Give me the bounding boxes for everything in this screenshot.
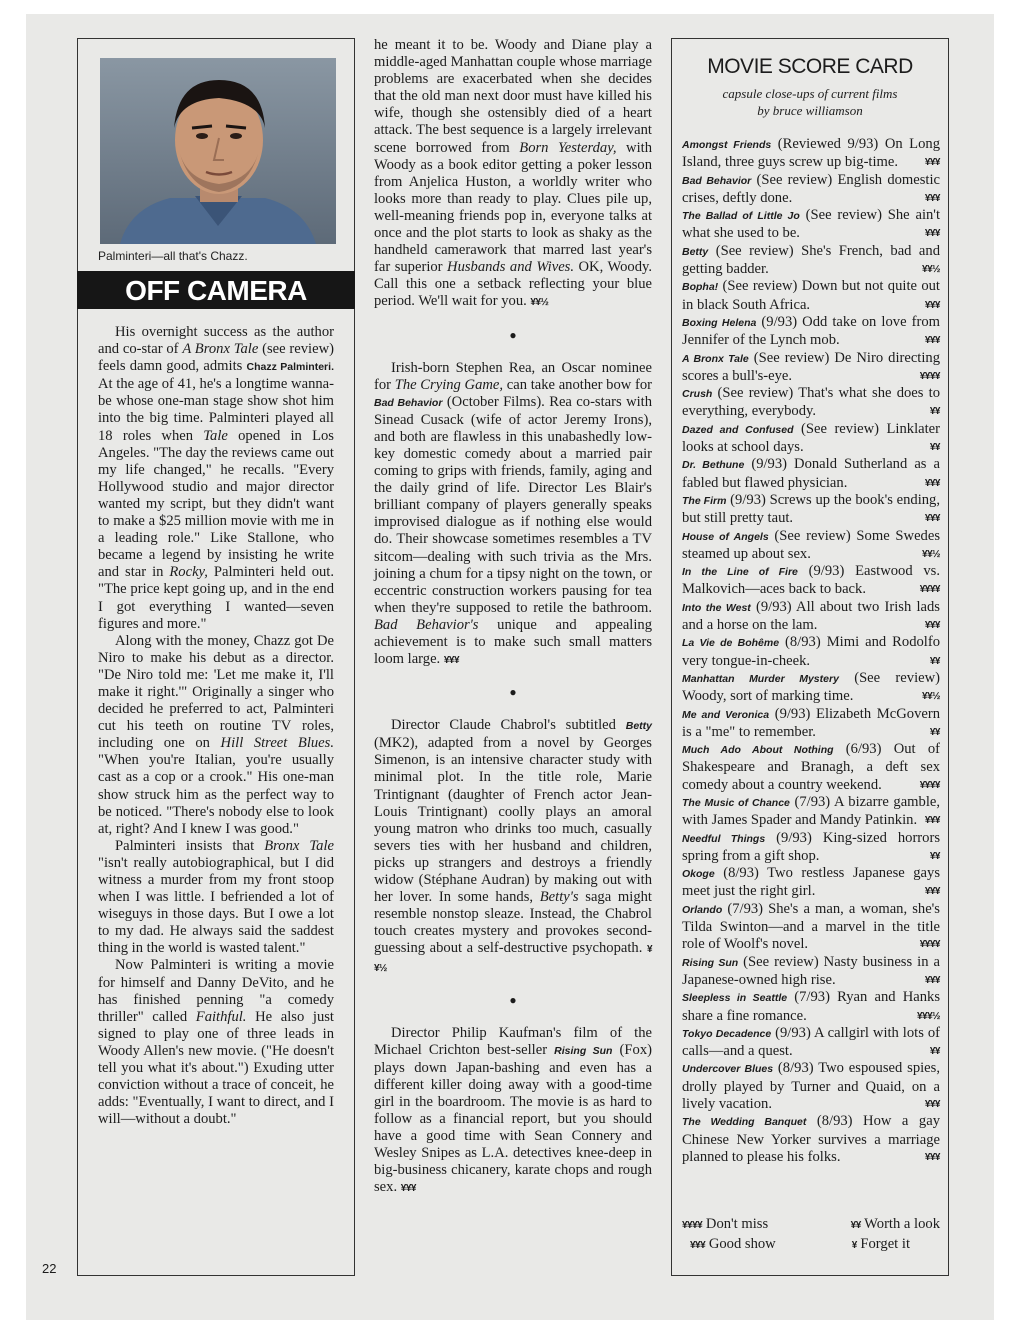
article-paragraph: Now Palminteri is writing a movie for himself and Danny DeVito, and he has finished penning "a comedy thriller" called Faithful. He also just signed to play one of three leads in Woody Allen's new movie. ("He doesn't tell you what it's about.") Exuding utter conviction without a trace of conceit, he adds: "Eventually, I want to direct, and I will—without a doubt.": [98, 957, 334, 1128]
score-card-byline: by bruce williamson: [757, 103, 863, 118]
film-title: Boxing Helena: [682, 316, 757, 329]
film-blurb: (9/93) Elizabeth McGovern is a "me" to remember.: [682, 705, 940, 740]
score-card-entry: [682, 1060, 940, 1113]
film-blurb: (8/93) Two restless Japanese gays meet just the right girl.: [682, 865, 940, 900]
film-title: Dr. Bethune: [682, 459, 745, 472]
rating-legend: [682, 1215, 940, 1255]
film-blurb: (See review) She ain't what she used to be.: [682, 207, 940, 242]
off-camera-header: OFF CAMERA: [77, 271, 355, 309]
rating-symbol: ¥¥¥: [400, 1183, 416, 1195]
film-blurb: (8/93) Two espoused spies, drolly played by Turner and Quaid, on a lively vacation.: [682, 1060, 940, 1113]
film-title: Sleepless in Seattle: [682, 992, 788, 1005]
film-title: La Vie de Bohême: [682, 637, 780, 650]
rating-symbol: ¥¥½: [922, 264, 940, 276]
rating-symbol: ¥¥¥: [924, 192, 940, 204]
film-title: Okoge: [682, 868, 715, 881]
film-blurb: (9/93) All about two Irish lads and a horse on the lam.: [682, 598, 940, 634]
page-left-margin: [0, 0, 26, 1320]
portrait-illustration: [100, 58, 336, 244]
page-right-margin: [994, 0, 1020, 1320]
score-card-subtitle-line: capsule close-ups of current films: [722, 86, 898, 101]
film-blurb: (7/93) Ryan and Hanks share a fine romance.: [682, 989, 940, 1024]
film-title: Amongst Friends: [682, 139, 772, 151]
film-blurb: (7/93) She's a man, a woman, she's Tilda Swinton—and a marvel in the title role of Woolf's novel.: [682, 900, 940, 953]
rating-symbol: ¥¥¥¥: [919, 779, 940, 791]
rating-symbol: ¥¥½: [530, 297, 549, 309]
portrait-photo: [100, 58, 336, 244]
rating-symbol: ¥¥½: [374, 944, 652, 974]
score-card-entry: [682, 350, 940, 386]
page-number: 22: [42, 1261, 57, 1276]
score-card-entry: [682, 989, 940, 1025]
score-card-entry: [682, 670, 940, 706]
score-card-entry: [682, 314, 940, 350]
rating-symbol: ¥¥: [929, 655, 940, 667]
film-title: Betty: [682, 245, 709, 258]
rating-symbol: ¥¥¥: [924, 513, 940, 525]
page-top-margin: [0, 0, 1020, 14]
film-blurb: (See review) Some Swedes steamed up about sex.: [682, 527, 941, 562]
rating-symbol: ¥¥¥: [924, 228, 940, 240]
review-bad-behavior: Irish-born Stephen Rea, an Oscar nominee for The Crying Game, can take another bow for Bad Behavior (October Films). Rea co-stars with Sinead Cusack (wife of actor Jeremy Irons), and both are flawless in this unabashedly low-key domestic comedy about a married pair coming to grips with friends, family, aging and the daily grind of life. Director Les Blair's brilliant company of players generally speaks improvised dialogue as if nothing else would do. Their showcase sometimes resembles a TV sitcom—dealing with such trivia as the Mrs. joining a chum for a tipsy night on the town, or eccentric construction workers pausing for tea when they're supposed to retile the bathroom. Bad Behavior's unique and appealing achievement is to make such small matters loom large. ¥¥¥: [374, 359, 653, 668]
film-title: Needful Things: [682, 832, 766, 845]
score-card-entry: [682, 634, 940, 670]
film-blurb: (9/93) King-sized horrors spring from a gift shop.: [682, 829, 940, 864]
rating-symbol: ¥¥¥½: [916, 1010, 940, 1022]
rating-symbol: ¥¥¥: [924, 157, 940, 169]
rating-symbol: ¥¥¥: [924, 1099, 940, 1111]
article-paragraph: Along with the money, Chazz got De Niro to make his debut as a director. "De Niro told me: 'Let me make it, I'll make it right.'" Originally a singer who decided he preferred to act, Palminteri cut his teeth on routine TV roles, including one on Hill Street Blues. "When you're Italian, you're usually cast as a cop or a crook." His one-man show struck him as the perfect way to be noticed. "There's nobody else to look at, right? And I knew I was good.": [98, 632, 334, 837]
score-card-title: MOVIE SCORE CARD: [707, 55, 913, 78]
score-card-entry: [682, 741, 940, 794]
rating-symbol: ¥¥¥¥: [919, 370, 940, 382]
score-card-entry: [682, 278, 940, 314]
film-blurb: (See review) That's what she does to everything, everybody.: [682, 385, 940, 420]
score-card-entry: [682, 528, 940, 564]
film-title: Me and Veronica: [682, 708, 770, 721]
film-title: The Ballad of Little Jo: [682, 210, 800, 223]
film-blurb: (See review) Nasty business in a Japanese-owned high rise.: [682, 953, 940, 988]
rating-symbol: ¥¥½: [922, 691, 940, 703]
profile-article: [98, 324, 334, 1128]
article-paragraph: Palminteri insists that Bronx Tale "isn't really autobiographical, but I did witness a murder from my front stoop when I was little. I befriended a lot of wiseguys in those days. But I owe a lot to my dad. He always said the saddest thing in the world is wasted talent.": [98, 837, 334, 957]
film-title: Orlando: [682, 903, 723, 916]
score-card-entry: [682, 207, 940, 243]
rating-symbol: ¥¥¥: [924, 1151, 940, 1163]
rating-symbol: ¥¥¥: [924, 477, 940, 489]
film-title: Much Ado About Nothing: [682, 744, 834, 757]
score-card-entry: [682, 954, 940, 990]
photo-caption: Palminteri—all that's Chazz.: [98, 249, 248, 263]
score-card-entry: [682, 1113, 940, 1166]
film-title: Bopha!: [682, 281, 719, 294]
score-card-entry: [682, 243, 940, 279]
film-title: The Music of Chance: [682, 796, 790, 809]
film-blurb: (See review) She's French, bad and getting badder.: [682, 242, 940, 278]
rating-symbol: ¥¥¥: [443, 655, 460, 667]
rating-symbol: ¥¥: [929, 850, 940, 862]
review-betty: Director Claude Chabrol's subtitled Betty (MK2), adapted from a novel by Georges Simenon, is an intensive character study with minimal plot. In the title role, Marie Trintignant (daughter of French actor Jean-Louis Trintignant) coolly plays an amoral young matron who drinks too much, casually severs ties with her husband and children, picks up strangers and destroys a friendly widow (Stéphane Audran) by making out with her lover. In some hands, Betty's saga might resemble nonstop sleaze. Instead, the Chabrol touch creates mystery and provokes second-guessing about a self-destructive psychopath. ¥¥½: [374, 717, 652, 974]
rating-symbol: ¥¥½: [922, 548, 940, 560]
film-blurb: (6/93) Out of Shakespeare and Branagh, a deft sex comedy about a country weekend.: [682, 741, 940, 793]
score-card-entry: [682, 136, 940, 172]
score-card-entry: [682, 901, 940, 954]
film-blurb: (9/93) Odd take on love from Jennifer of the Lynch mob.: [682, 313, 940, 349]
rating-symbol: ¥¥: [929, 442, 940, 454]
film-blurb: (8/93) Mimi and Rodolfo very tongue-in-cheek.: [682, 634, 940, 669]
rating-symbol: ¥¥¥¥: [919, 939, 940, 951]
section-bullet: ●: [509, 992, 517, 1007]
score-card-entry: [682, 385, 940, 421]
film-blurb: (See review) Down but not quite out in black South Africa.: [682, 278, 940, 313]
film-blurb: (See review) Linklater looks at school days.: [682, 420, 940, 456]
film-title: Bad Behavior: [682, 174, 752, 187]
rating-symbol: ¥¥¥: [924, 620, 940, 632]
movie-score-card: [671, 38, 949, 1276]
legend-dont-miss: ¥¥¥¥ Don't miss: [682, 1216, 769, 1232]
film-title: The Wedding Banquet: [682, 1116, 807, 1129]
article-paragraph: His overnight success as the author and co-star of A Bronx Tale (see review) feels damn good, admits Chazz Palminteri. At the age of 41, he's a longtime wanna-be whose one-man stage show shot him into the big time. Palminteri played all 18 roles when Tale opened in Los Angeles. "The day the reviews came out my life changed," he recalls. "Every Hollywood studio and major director wanted my script, but they didn't want to make a $25 million movie with me in a leading role." Like Stallone, who became a legend by insisting he write and star in Rocky, Palminteri held out. "The price kept going up, and in the end I got everything I wanted—seven figures and more.": [98, 324, 334, 632]
review-rising-sun: Director Philip Kaufman's film of the Michael Crichton best-seller Rising Sun (Fox) plays down Japan-bashing and even has a different killer doing away with a good-time girl in the boardroom. The movie is as hard to follow as a financial report, but you should have a good time with Sean Connery and Wesley Snipes as L.A. detectives knee-deep in big-business chicanery, karate chops and rough sex. ¥¥¥: [374, 1024, 652, 1196]
score-card-entry: [682, 563, 940, 599]
rating-symbol: ¥¥¥: [924, 299, 940, 311]
legend-forget-it: ¥ Forget it: [851, 1236, 910, 1252]
reviews-column: [374, 37, 652, 1198]
score-card-entry: [682, 456, 940, 492]
legend-worth-a-look: ¥¥ Worth a look: [850, 1216, 940, 1232]
rating-symbol: ¥¥¥¥: [919, 584, 940, 596]
film-blurb: (See review) English domestic crises, deftly done.: [682, 171, 941, 206]
score-card-entry: [682, 599, 940, 635]
film-blurb: (See review) De Niro directing scores a bull's-eye.: [682, 349, 941, 384]
score-card-entry: [682, 421, 940, 457]
rating-symbol: ¥¥¥: [924, 974, 940, 986]
film-title: Undercover Blues: [682, 1063, 774, 1076]
film-title: A Bronx Tale: [682, 352, 749, 365]
film-title: Dazed and Confused: [682, 423, 794, 436]
rating-symbol: ¥¥¥: [924, 815, 940, 827]
film-blurb: (Reviewed 9/93) On Long Island, three guys screw up big-time.: [682, 136, 940, 171]
score-card-entry: [682, 172, 940, 208]
legend-good-show: ¥¥¥ Good show: [690, 1236, 776, 1252]
score-card-entry: [682, 1025, 940, 1061]
rating-symbol: ¥¥¥: [924, 335, 940, 347]
rating-symbol: ¥¥: [929, 726, 940, 738]
film-title: Rising Sun: [682, 956, 739, 969]
film-title: House of Angels: [682, 530, 769, 543]
film-title: Crush: [682, 388, 713, 401]
film-title: Manhattan Murder Mystery: [682, 672, 839, 685]
score-card-subtitle: [672, 85, 948, 119]
rating-symbol: ¥¥: [929, 1046, 940, 1058]
film-blurb: (8/93) How a gay Chinese New Yorker survives a marriage planned to please his folks.: [682, 1113, 940, 1165]
film-title: Tokyo Decadence: [682, 1027, 772, 1040]
off-camera-box: [77, 38, 355, 1276]
film-blurb: (See review) Woody, sort of marking time.: [682, 669, 940, 705]
section-bullet: ●: [509, 327, 517, 342]
review-continued: he meant it to be. Woody and Diane play a middle-aged Manhattan couple whose marriage problems are exacerbated when she decides that the old man next door must have killed his wife, though she ostensibly died of a heart attack. The best sequence is a largely irrelevant scene borrowed from Born Yesterday, with Woody as a book editor getting a poker lesson from Anjelica Huston, a worldly writer who looks more than ready to play. Clues pile up, well-meaning friends pop in, everyone talks at once and the plot starts to look as shaky as the handheld camerawork that marred last year's far superior Husbands and Wives. OK, Woody. Call this one a setback reflecting your blue period. We'll wait for you. ¥¥½: [374, 37, 652, 310]
section-bullet: ●: [509, 685, 517, 700]
film-blurb: (9/93) A callgirl with lots of calls—and a quest.: [682, 1024, 940, 1060]
score-card-entry: [682, 865, 940, 901]
score-card-entry: [682, 830, 940, 866]
film-title: The Firm: [682, 494, 727, 507]
film-blurb: (9/93) Donald Sutherland as a fabled but flawed physician.: [682, 456, 940, 491]
film-blurb: (7/93) A bizarre gamble, with James Spader and Mandy Patinkin.: [682, 793, 941, 829]
film-blurb: (9/93) Screws up the book's ending, but still pretty taut.: [682, 491, 940, 527]
score-card-entry: [682, 706, 940, 742]
score-card-list: [682, 136, 940, 1166]
film-blurb: (9/93) Eastwood vs. Malkovich—aces back to back.: [682, 563, 940, 598]
film-title: Into the West: [682, 601, 751, 614]
rating-symbol: ¥¥¥: [924, 886, 940, 898]
film-title: In the Line of Fire: [682, 566, 798, 579]
rating-symbol: ¥¥: [929, 406, 940, 418]
score-card-entry: [682, 492, 940, 528]
score-card-entry: [682, 794, 940, 830]
